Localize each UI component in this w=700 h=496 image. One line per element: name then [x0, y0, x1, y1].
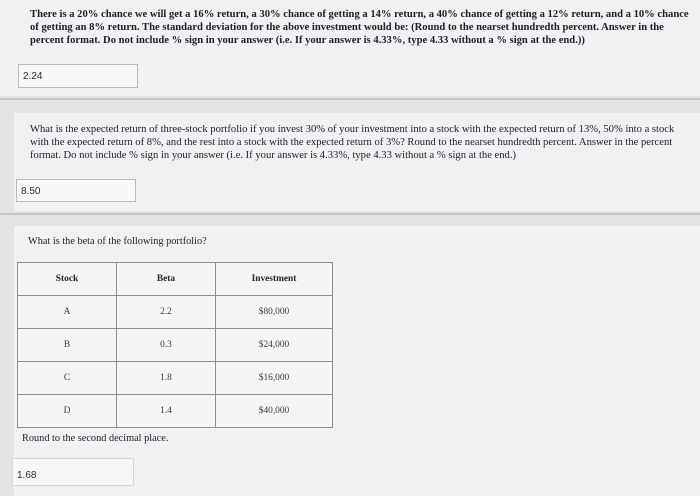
header-investment: Investment	[216, 263, 333, 296]
table-row	[18, 362, 333, 395]
table-row	[18, 296, 333, 329]
cell-beta: 1.4	[117, 395, 216, 428]
header-stock: Stock	[18, 263, 117, 296]
question-1-answer-input[interactable]: 2.24	[18, 64, 138, 88]
question-2-answer-input[interactable]: 8.50	[16, 179, 136, 202]
table-header-row	[18, 263, 333, 296]
cell-stock: D	[18, 395, 117, 428]
portfolio-table	[17, 262, 333, 428]
section-divider	[0, 98, 700, 100]
question-3-answer-input[interactable]: 1.68	[12, 458, 134, 486]
cell-investment: $16,000	[216, 362, 333, 395]
cell-investment: $80,000	[216, 296, 333, 329]
cell-stock: B	[18, 329, 117, 362]
question-3-text: What is the beta of the following portfolio?	[28, 236, 207, 247]
header-beta: Beta	[117, 263, 216, 296]
cell-stock: C	[18, 362, 117, 395]
cell-stock: A	[18, 296, 117, 329]
cell-investment: $24,000	[216, 329, 333, 362]
cell-beta: 0.3	[117, 329, 216, 362]
section-divider	[0, 213, 700, 215]
question-1-text: There is a 20% chance we will get a 16% return, a 30% chance of getting a 14% return, a 40% chance of getting a 12% return, and a 10% chance of getting an 8% return. The standard deviation for the above investment would be: (Round to the nearset hundredth percent. Answer in the percent format. Do not include % sign in your answer (i.e. If your answer is 4.33%, type 4.33 without a % sign at the end.))	[30, 9, 689, 46]
cell-beta: 2.2	[117, 296, 216, 329]
rounding-note: Round to the second decimal place.	[22, 433, 169, 444]
cell-investment: $40,000	[216, 395, 333, 428]
question-2-text: What is the expected return of three-stock portfolio if you invest 30% of your investment into a stock with the expected return of 13%, 50% into a stock with the expected return of 8%, and the rest into a stock with the expected return of 3%? Round to the nearset hundredth percent. Answer in the percent format. Do not include % sign in your answer (i.e. If your answer is 4.33%, type 4.33 without a % sign at the end.)	[30, 124, 675, 161]
table-row	[18, 329, 333, 362]
table-row	[18, 395, 333, 428]
cell-beta: 1.8	[117, 362, 216, 395]
